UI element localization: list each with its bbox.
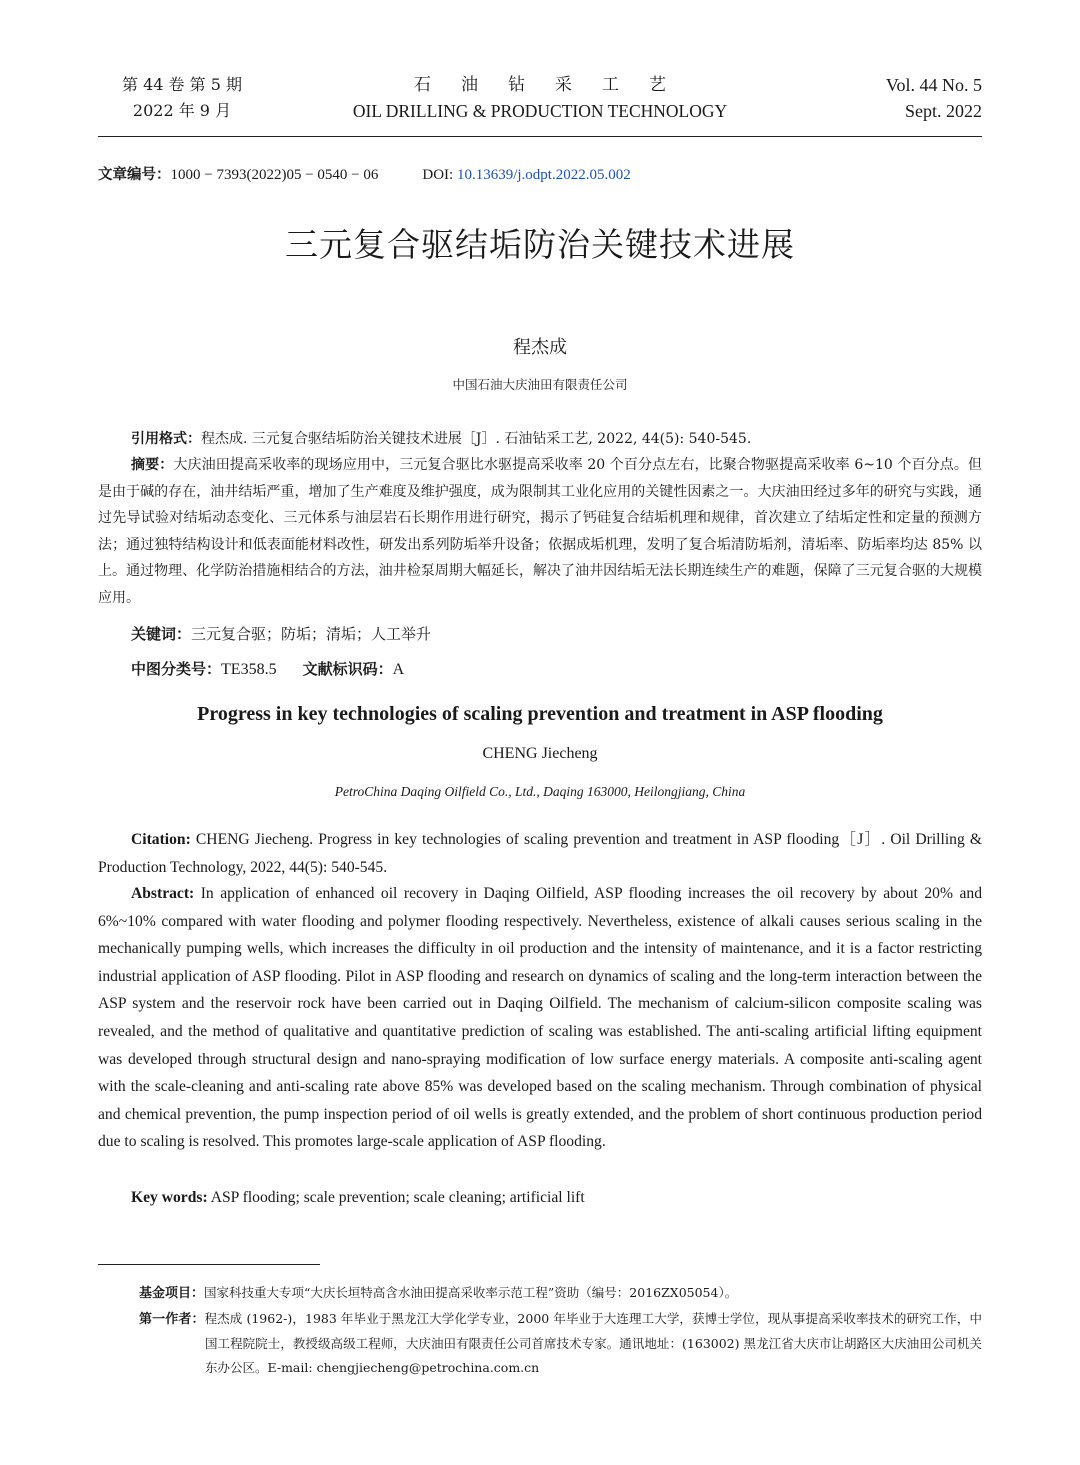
footnote-funding [139,1281,982,1306]
keywords-cn-text: 三元复合驱；防垢；清垢；人工举升 [191,625,432,643]
first-author-bio: 程杰成 (1962-)，1983 年毕业于黑龙江大学化学专业，2000 年毕业于大连理工大学，获博士学位，现从事提高采收率技术的研究工作，中国工程院院士，教授级高级工程师，大庆油田有限责任公司首席技术专家。通讯地址：(163002) 黑龙江省大庆市让胡路区大庆油田公司机关东办公区。E-mail: chengjiecheng@petrochina.com.cn [204,1311,982,1375]
header-divider [98,136,982,137]
author-cn: 程杰成 [513,337,567,358]
footnote-divider [98,1264,320,1265]
keywords-en-label: Key words: [131,1189,208,1206]
affiliation-cn: 中国石油大庆油田有限责任公司 [452,377,628,392]
volume-issue-cn: 第 44 卷 第 5 期 [122,75,242,94]
clc-label: 中图分类号： [131,660,222,678]
journal-name-en: OIL DRILLING & PRODUCTION TECHNOLOGY [352,101,728,121]
article-meta [98,164,631,186]
title-en: Progress in key technologies of scaling prevention and treatment in ASP flooding [197,703,883,725]
keywords-cn-label: 关键词： [131,625,192,643]
abstract-cn-text: 大庆油田提高采收率的现场应用中，三元复合驱比水驱提高采收率 20 个百分点左右，比聚合物驱提高采收率 6~10 个百分点。但是由于碱的存在，油井结垢严重，增加了生产难度及维护强度，成为限制其工业化应用的关键性因素之一。大庆油田经过多年的研究与实践，通过先导试验对结垢动态变化、三元体系与油层岩石长期作用进行研究，揭示了钙硅复合结垢机理和规律，首次建立了结垢定性和定量的预测方法；通过独特结构设计和低表面能材料改性，研发出系列防垢举升设备；依据成垢机理，发明了复合垢清防垢剂，清垢率、防垢率均达 85% 以上。通过物理、化学防治措施相结合的方法，油井检泵周期大幅延长，解决了油井因结垢无法长期连续生产的难题，保障了三元复合驱的大规模应用。 [98,457,982,606]
doi-link[interactable]: 10.13639/j.odpt.2022.05.002 [456,167,631,183]
affiliation-en: PetroChina Daqing Oilfield Co., Ltd., Daqing 163000, Heilongjiang, China [334,784,746,799]
doc-code-label: 文献标识码： [302,660,393,678]
clc-code: TE358.5 [221,661,277,678]
first-author-label: 第一作者： [139,1312,205,1327]
citation-en [98,826,982,881]
citation-en-label: Citation: [131,831,191,848]
title-cn: 三元复合驱结垢防治关键技术进展 [285,225,795,264]
abstract-en-text: In application of enhanced oil recovery in Daqing Oilfield, ASP flooding increases the oil recovery by about 20% and 6%~10% compared with water flooding and polymer flooding respectively. Nevertheless, existence of alkali causes serious scaling in the mechanically pumping wells, which increases the difficulty in oil production and the intensity of maintenance, and it is a factor restricting industrial application of ASP flooding. Pilot in ASP flooding and research on dynamics of scaling and the long-term interaction between the ASP system and the reservoir rock have been carried out in Daqing Oilfield. The mechanism of calcium-silicon composite scaling was revealed, and the method of qualitative and quantitative prediction of scaling was established. The anti-scaling artificial lifting equipment was developed through structural design and nano-spraying modification of low surface energy materials. A composite anti-scaling agent with the scale-cleaning and anti-scaling rate above 85% was developed based on the scaling mechanism. Through combination of physical and chemical prevention, the pump inspection period of oil wells is greatly extended, and the problem of short continuous production period due to scaling is resolved. This promotes large-scale application of ASP flooding. [98,885,982,1151]
date-en: Sept. 2022 [904,101,982,121]
keywords-en [131,1186,585,1210]
header-journal [290,72,790,124]
article-no: 1000 − 7393(2022)05 − 0540 − 06 [170,167,379,183]
journal-name-cn: 石油钻采工艺 [414,75,696,95]
citation-cn-text: 程杰成. 三元复合驱结垢防治关键技术进展［J］. 石油钻采工艺, 2022, 44(5): 540-545. [201,431,752,447]
header-issue-en [886,72,982,124]
abstract-en [98,880,982,1156]
keywords-cn [131,622,431,646]
abstract-cn-label: 摘要： [131,457,174,473]
author-en: CHENG Jiecheng [482,745,598,762]
keywords-en-text: ASP flooding; scale prevention; scale cleaning; artificial lift [207,1189,585,1206]
abstract-en-label: Abstract: [131,885,195,902]
article-no-label: 文章编号： [98,167,171,183]
volume-issue-en: Vol. 44 No. 5 [885,75,982,95]
citation-cn [98,426,982,453]
doc-code: A [392,661,405,678]
footnote-author [139,1307,982,1380]
abstract-cn [98,452,982,611]
header-issue-cn [112,72,252,124]
citation-en-text: CHENG Jiecheng. Progress in key technologies of scaling prevention and treatment in ASP flooding［J］. Oil Drilling & Production Technology, 2022, 44(5): 540-545. [98,831,982,876]
funding-text: 国家科技重大专项“大庆长垣特高含水油田提高采收率示范工程”资助（编号：2016ZX05054）。 [204,1285,738,1300]
citation-cn-label: 引用格式： [131,431,201,447]
date-cn: 2022 年 9 月 [132,101,232,120]
doi-label: DOI: [422,167,457,183]
funding-label: 基金项目： [139,1286,205,1301]
classification-cn [131,657,404,682]
